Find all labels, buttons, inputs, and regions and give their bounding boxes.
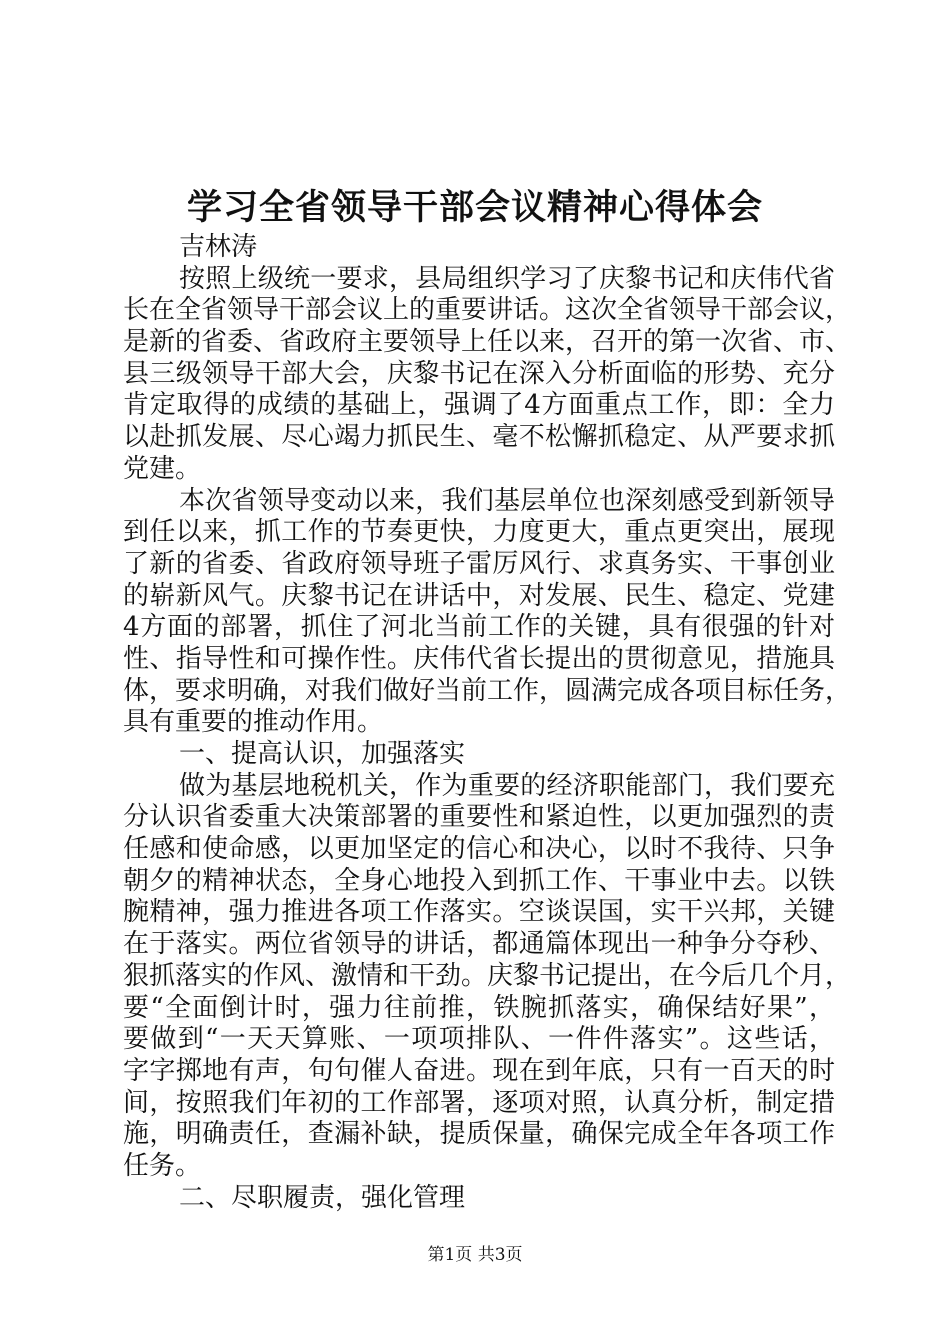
body-line: 一、提高认识，加强落实 (179, 739, 466, 769)
page-footer: 第1页 共3页 (427, 1245, 523, 1265)
body-line: 4方面的部署，抓住了河北当前工作的关键，具有很强的针对 (123, 612, 835, 643)
body-line: 间，按照我们年初的工作部署，逐项对照，认真分析，制定措 (123, 1087, 835, 1118)
body-line: 二、尽职履责，强化管理 (179, 1182, 466, 1213)
body-line: 体，要求明确，对我们做好当前工作，圆满完成各项目标任务， (123, 675, 852, 706)
document-body (123, 232, 852, 1214)
body-line: 肯定取得的成绩的基础上，强调了4方面重点工作，即：全力 (123, 390, 835, 421)
body-line: 按照上级统一要求，县局组织学习了庆黎书记和庆伟代省 (179, 263, 835, 294)
body-line: 狠抓落实的作风、激情和干劲。庆黎书记提出，在今后几个月， (123, 960, 852, 991)
body-line: 本次省领导变动以来，我们基层单位也深刻感受到新领导 (179, 485, 835, 516)
body-line: 字字掷地有声，句句催人奋进。现在到年底，只有一百天的时 (123, 1055, 835, 1086)
body-line: 朝夕的精神状态，全身心地投入到抓工作、干事业中去。以铁 (123, 865, 835, 896)
body-line: 是新的省委、省政府主要领导上任以来，召开的第一次省、市、 (123, 327, 852, 358)
body-line: 以赴抓发展、尽心竭力抓民生、毫不松懈抓稳定、从严要求抓 (123, 422, 835, 453)
body-line: 党建。 (123, 453, 202, 484)
body-line: 县三级领导干部大会，庆黎书记在深入分析面临的形势、充分 (123, 358, 835, 389)
body-line: 性、指导性和可操作性。庆伟代省长提出的贯彻意见，措施具 (123, 643, 835, 674)
body-line: 到任以来，抓工作的节奏更快，力度更大，重点更突出，展现 (123, 517, 835, 548)
body-line: 施，明确责任，查漏补缺，提质保量，确保完成全年各项工作 (123, 1119, 835, 1150)
document-title: 学习全省领导干部会议精神心得体会 (186, 187, 763, 228)
author-line: 吉林涛 (179, 232, 258, 262)
body-line: 的崭新风气。庆黎书记在讲话中，对发展、民生、稳定、党建 (123, 580, 835, 611)
body-line: 任务。 (123, 1150, 202, 1181)
body-line: 任感和使命感，以更加坚定的信心和决心，以时不我待、只争 (123, 834, 835, 865)
body-line: 具有重要的推动作用。 (123, 707, 384, 738)
body-line: 腕精神，强力推进各项工作落实。空谈误国，实干兴邦，关键 (123, 897, 835, 928)
body-line: 在于落实。两位省领导的讲话，都通篇体现出一种争分夺秒、 (123, 929, 835, 960)
body-line: 分认识省委重大决策部署的重要性和紧迫性，以更加强烈的责 (123, 802, 835, 833)
body-line: 了新的省委、省政府领导班子雷厉风行、求真务实、干事创业 (123, 548, 835, 579)
body-line: 要“全面倒计时，强力往前推，铁腕抓落实，确保结好果”， (123, 992, 835, 1023)
body-line: 长在全省领导干部会议上的重要讲话。这次全省领导干部会议， (123, 295, 852, 326)
body-line: 做为基层地税机关，作为重要的经济职能部门，我们要充 (179, 770, 835, 801)
body-line: 要做到“一天天算账、一项项排队、一件件落实”。这些话， (123, 1024, 835, 1055)
